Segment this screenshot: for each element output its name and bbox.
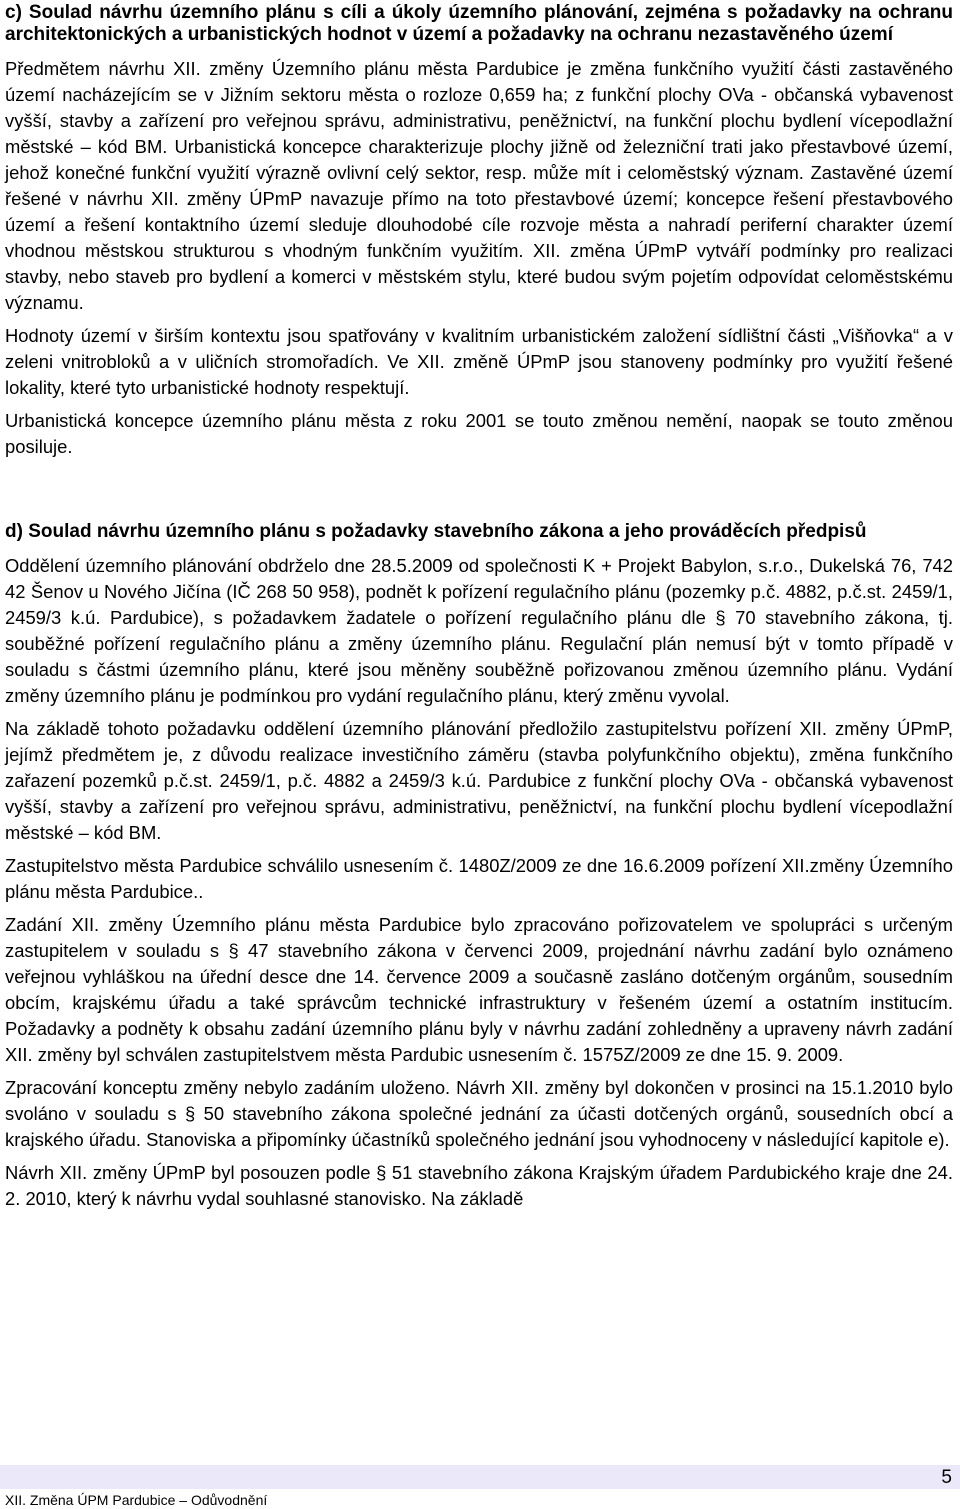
section-c-paragraph-2: Hodnoty území v širším kontextu jsou spatřovány v kvalitním urbanistickém založení sídlištní části „Višňovka“ a v zeleni vnitrobloků a v uličních stromořadích. Ve XII. změně ÚPmP jsou stanoveny podmínky pro využití řešené lokality, které tyto urbanistické hodnoty respektují.: [5, 325, 953, 398]
section-d-paragraph-1: Oddělení územního plánování obdrželo dne 28.5.2009 od společnosti K + Projekt Babylon, s.r.o., Dukelská 76, 742 42 Šenov u Nového Jičína (IČ 268 50 958), podnět k pořízení regulačního plánu (pozemky p.č. 4882, p.č.st. 2459/1, 2459/3 k.ú. Pardubice), s požadavkem žadatele o pořízení regulačního plánu dle § 70 stavebního zákona, tj. souběžné pořízení regulačního plánu a změny územního plánu. Regulační plán nemusí být v tomto případě v souladu s částmi územního plánu, které jsou měněny souběžně pořizovanou změnou územního plánu. Vydání změny územního plánu je podmínkou pro vydání regulačního plánu, který změnu vyvolal.: [5, 555, 953, 706]
section-c-paragraph-3: Urbanistická koncepce územního plánu města z roku 2001 se touto změnou nemění, naopak se touto změnou posiluje.: [5, 410, 953, 457]
section-d-heading: d) Soulad návrhu územního plánu s požadavky stavebního zákona a jeho prováděcích předpisů: [5, 521, 867, 542]
section-d-paragraph-3: Zastupitelstvo města Pardubice schválilo usnesením č. 1480Z/2009 ze dne 16.6.2009 pořízení XII.změny Územního plánu města Pardubice..: [5, 855, 953, 902]
section-d-paragraph-5: Zpracování konceptu změny nebylo zadáním uloženo. Návrh XII. změny byl dokončen v prosinci na 15.1.2010 bylo svoláno v souladu s § 50 stavebního zákona společné jednání za účasti dotčených orgánů, sousedních obcí a krajského úřadu. Stanoviska a připomínky účastníků společného jednání jsou vyhodnoceny v následující kapitole e).: [5, 1077, 953, 1150]
section-d-paragraph-6: Návrh XII. změny ÚPmP byl posouzen podle § 51 stavebního zákona Krajským úřadem Pardubického kraje dne 24. 2. 2010, který k návrhu vydal souhlasné stanovisko. Na základě: [5, 1162, 953, 1209]
section-c-heading: c) Soulad návrhu územního plánu s cíli a úkoly územního plánování, zejména s požadavky na ochranu architektonických a urbanistických hodnot v území a požadavky na ochranu nezastavěného území: [5, 2, 953, 45]
footer-label: XII. Změna ÚPM Pardubice – Odůvodnění: [5, 1492, 268, 1508]
document-page: [5, 0, 953, 1212]
page-number: 5: [941, 1467, 952, 1488]
section-d-paragraph-2: Na základě tohoto požadavku oddělení územního plánování předložilo zastupitelstvu pořízení XII. změny ÚPmP, jejímž předmětem je, z důvodu realizace investičního záměru (stavba polyfunkčního objektu), změna funkčního zařazení pozemků p.č.st. 2459/1, p.č. 4882 a 2459/3 k.ú. Pardubice z funkční plochy OVa - občanská vybavenost vyšší, stavby a zařízení pro veřejnou správu, administrativu, peněžnictví, na funkční plochu bydlení vícepodlažní městské – kód BM.: [5, 718, 953, 843]
footer-band: [0, 1465, 960, 1489]
section-c-paragraph-1: Předmětem návrhu XII. změny Územního plánu města Pardubice je změna funkčního využití části zastavěného území nacházejícím se v Jižním sektoru města o rozloze 0,659 ha; z funkční plochy OVa - občanská vybavenost vyšší, stavby a zařízení pro veřejnou správu, administrativu, peněžnictví, na funkční plochu bydlení vícepodlažní městské – kód BM. Urbanistická koncepce charakterizuje plochy jižně od železniční trati jako přestavbové území, jehož konečné funkční využití výrazně ovlivní celý sektor, resp. může mít i celoměstský význam. Zastavěné území řešené v návrhu XII. změny ÚPmP navazuje přímo na toto přestavbové území; koncepce řešení přestavbového území a řešení kontaktního území sleduje dlouhodobé cíle rozvoje města a nahradí periferní charakter území vhodnou městskou strukturou s vhodným funkčním využitím. XII. změna ÚPmP vytváří podmínky pro realizaci stavby, nebo staveb pro bydlení a komerci v městském stylu, které budou svým pojetím odpovídat celoměstskému významu.: [5, 58, 953, 313]
section-d-paragraph-4: Zadání XII. změny Územního plánu města Pardubice bylo zpracováno pořizovatelem ve spolupráci s určeným zastupitelem v souladu s § 47 stavebního zákona v červenci 2009, projednání návrhu zadání bylo oznámeno veřejnou vyhláškou na úřední desce dne 14. července 2009 a současně zasláno dotčeným orgánům, sousedním obcím, krajskému úřadu a také správcům technické infrastruktury v řešeném území a ostatním institucím. Požadavky a podněty k obsahu zadání územního plánu byly v návrhu zadání zohledněny a upraveny návrh zadání XII. změny byl schválen zastupitelstvem města Pardubic usnesením č. 1575Z/2009 ze dne 15. 9. 2009.: [5, 914, 953, 1065]
